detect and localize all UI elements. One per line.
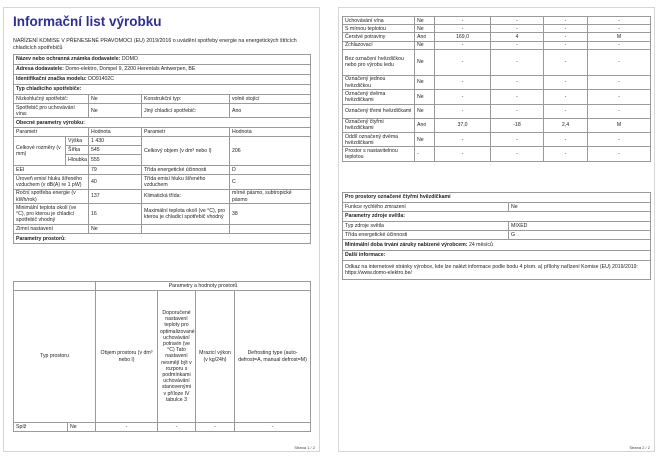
warranty-value: 24 měsíců (468, 241, 493, 248)
compartment-row: Uchovávání vína Ne - - - - (343, 17, 651, 25)
compartment-row: Prostor s nastavitelnou teplotou - - - - - (343, 147, 651, 161)
col-freezing-capacity: Mrazicí výkon (v kg/24h) (196, 291, 235, 423)
supplier-address: Domo-elektro, Dompel 9, 2200 Herentals Antwerpen, BE (65, 66, 196, 73)
total-volume-value: 206 (230, 137, 311, 166)
compartment-column-headers (14, 291, 311, 423)
page-1 (4, 8, 319, 451)
compartment-row: Označený čtyřmi hvězdičkami Ano 37,0 -18 2,4 M (343, 118, 651, 132)
dimension-row: Šířka 545 (14, 146, 311, 155)
regulation-intro: NAŘÍZENÍ KOMISE V PŘENESENÉ PRAVOMOCI (EU) 2019/2016 o uvádění spotřeby energie na energetických štítcích chladicích spotřebičů (13, 38, 297, 51)
compartment-row: S mírnou teplotou Ne - - - - (343, 25, 651, 33)
supplier-name: DOMO (121, 56, 138, 63)
section-heading-compartments: Parametry prostorů: (14, 234, 311, 244)
type-row: Nízkohlučný spotřebič: Ne Konstrukční typ: volně stojící (14, 95, 311, 104)
type-row: Spotřebič pro uchovávání vína: Ne Jiný chladicí spotřebič: Ano (14, 104, 311, 118)
section-heading-general: Obecné parametry výrobku: (14, 118, 311, 128)
page-title: Informační list výrobku (13, 14, 162, 29)
page-2 (339, 8, 654, 451)
four-star-heading: Pro prostory označené čtyřmi hvězdičkami (343, 193, 651, 203)
page-number: Strana 1 / 2 (294, 445, 315, 450)
col-compartment-type: Typ prostoru (14, 291, 96, 423)
param-row: Zimní nastavení Ne (14, 225, 311, 234)
product-info-table (13, 54, 311, 244)
page-number: Strana 2 / 2 (629, 445, 650, 450)
compartment-table-page2 (342, 16, 651, 162)
compartment-params-heading: Parametry a hodnoty prostorů (96, 282, 311, 291)
param-row: Minimální teplota okolí (ve °C), pro kterou je chladicí spotřebič vhodný 16 Maximální teplota okolí (ve °C), pro kterou je chladicí spotřebič vhodný 38 (14, 204, 311, 225)
col-volume: Objem prostoru (v dm³ nebo l) (96, 291, 158, 423)
col-recommended-temp: Doporučené nastavení teploty pro optimalizované uchovávání potravin (ve °C) Tato nastavení nesmějí být v rozporu s podmínkami uchovávání stanovenými v příloze IV tabulce 3 (158, 291, 196, 423)
compartment-row: Bez označení hvězdičkou nebo pro výrobu ledu Ne - - - - (343, 49, 651, 75)
model-id: DO91402C (88, 76, 115, 83)
compartment-table-page1 (13, 281, 311, 432)
compartment-row: Označený jednou hvězdičkou Ne - - - - (343, 75, 651, 89)
total-volume-label: Celkový objem (v dm³ nebo l) (142, 137, 230, 166)
compartment-row: Označený třemi hvězdičkami Ne - - - - (343, 104, 651, 118)
warranty-row: Minimální doba trvání záruky nabízené výrobcem: 24 měsíců (343, 240, 651, 251)
dimensions-label: Celkové rozměry (v mm) (14, 137, 66, 166)
param-row: Roční spotřeba energie (v kWh/rok) 137 Klimatická třída: mírné pásmo, subtropické pásmo (14, 189, 311, 203)
compartment-row: Čerstvé potraviny Ano 169,0 4 - M (343, 33, 651, 41)
compartment-row: Oddíl označený dvěma hvězdičkami Ne - - - - (343, 133, 651, 147)
param-row: EEI 79 Třída energetické účinnosti D (14, 166, 311, 175)
table-header-row (14, 282, 311, 291)
model-id-row: Identifikační značka modelu: DO91402C (14, 75, 311, 85)
light-row: Typ zdroje světla MIXED (343, 222, 651, 231)
light-row: Třída energetické účinnosti G (343, 231, 651, 240)
param-row: Úroveň emisí hluku šířeného vzduchem (v dB(A) re 1 pW) 40 Třída emisí hluku šířeného vzduchem C (14, 175, 311, 189)
fast-freeze-row: Funkce rychlého zmrazení Ne (343, 203, 651, 212)
dimension-row: Hloubka 555 (14, 155, 311, 166)
fast-freeze-value: Ne (509, 203, 651, 212)
additional-info-table (342, 192, 651, 280)
section-heading-type: Typ chladicího spotřebiče: (14, 85, 311, 95)
compartment-row: Zchlazovací Ne - - - - (343, 41, 651, 49)
light-source-heading: Parametry zdroje světla: (343, 212, 651, 222)
extra-info-text: Odkaz na internetové stránky výrobce, kde lze nalézt informace podle bodu 4 písm. a) přílohy nařízení Komise (EU) 2019/2019: https://www.domo-elektro.be/ (343, 261, 651, 280)
col-defrost-type: Defrosting type (auto-defrost=A, manual defrost=M) (235, 291, 311, 423)
supplier-address-row: Adresa dodavatele: Domo-elektro, Dompel 9, 2200 Herentals Antwerpen, BE (14, 65, 311, 75)
supplier-name-row: Název nebo ochranná známka dodavatele: DOMO (14, 55, 311, 65)
compartment-row: Spíž Ne - - - - (14, 423, 311, 432)
compartment-row: Označený dvěma hvězdičkami Ne - - - - (343, 90, 651, 104)
extra-info-heading: Další informace: (343, 251, 651, 261)
table-header-row: Parametr Hodnota Parametr Hodnota (14, 128, 311, 137)
dimension-row: Celkové rozměry (v mm) Výška 1 430 Celkový objem (v dm³ nebo l) 206 (14, 137, 311, 146)
